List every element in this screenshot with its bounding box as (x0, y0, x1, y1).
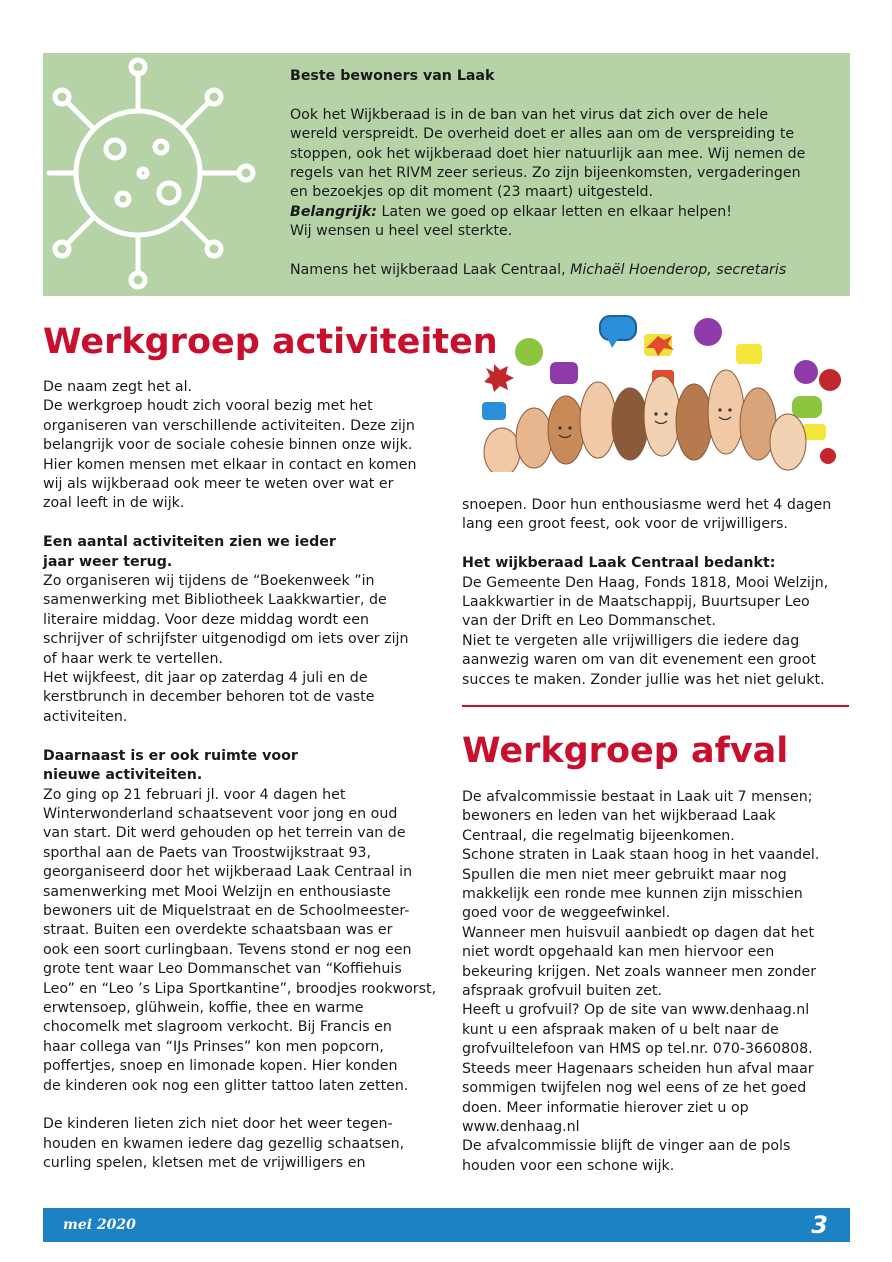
body-line: georganiseerd door het wijkberaad Laak Centraal in (43, 864, 413, 881)
body-line: www.denhaag.nl (462, 1118, 580, 1135)
body-line: niet wordt opgehaald kan men hiervoor een (462, 944, 775, 961)
body-line: van start. Dit werd gehouden op het terrein van de (43, 825, 406, 842)
body-line: zoal leeft in de wijk. (43, 495, 185, 512)
notice-line: en bezoekjes op dit moment (23 maart) uitgesteld. (290, 184, 654, 201)
body-line: De werkgroep houdt zich vooral bezig met het (43, 398, 373, 415)
body-line: van der Drift en Leo Dommanschet. (462, 613, 716, 630)
body-line: sporthal aan de Paets van Troostwijkstraat 93, (43, 844, 372, 861)
body-line: doen. Meer informatie hierover ziet u op (462, 1099, 749, 1116)
body-line: De Gemeente Den Haag, Fonds 1818, Mooi Welzijn, (462, 574, 829, 591)
body-line: organiseren van verschillende activiteiten. Deze zijn (43, 417, 415, 434)
body-line: houden en kwamen iedere dag gezellig schaatsen, (43, 1135, 405, 1152)
footer-date: mei 2020 (63, 1217, 136, 1233)
body-line: Heeft u grofvuil? Op de site van www.denhaag.nl (462, 1002, 810, 1019)
page-number: 3 (811, 1211, 828, 1239)
page-footer (43, 1208, 850, 1242)
body-line: wij als wijkberaad ook meer te weten over wat er (43, 476, 394, 493)
signature-name: Michaël Hoenderop, secretaris (570, 262, 787, 279)
section-title-afval: Werkgroep afval (462, 731, 789, 771)
notice-line: wereld verspreidt. De overheid doet er alles aan om de verspreiding te (290, 126, 795, 143)
body-line: De naam zegt het al. (43, 379, 193, 395)
body-line: of haar werk te vertellen. (43, 650, 223, 667)
body-line: belangrijk voor de sociale cohesie binnen onze wijk. (43, 437, 413, 454)
afval-column (462, 788, 862, 1176)
body-line: grote tent waar Leo Dommanschet van “Koffiehuis (43, 961, 402, 978)
body-line: samenwerking met Mooi Welzijn en enthousiaste (43, 883, 391, 900)
body-line: Zo ging op 21 februari jl. voor 4 dagen het (43, 786, 346, 803)
body-line: Hier komen mensen met elkaar in contact en komen (43, 456, 417, 473)
body-line: straat. Buiten een overdekte schaatsbaan was er (43, 922, 393, 939)
corona-notice-box (43, 53, 850, 296)
body-line: De afvalcommissie bestaat in Laak uit 7 mensen; (462, 789, 813, 805)
body-line: Winterwonderland schaatsevent voor jong en oud (43, 805, 398, 822)
body-line: goed voor de weggeefwinkel. (462, 905, 671, 922)
body-line: Spullen die men niet meer gebruikt maar nog (462, 866, 787, 883)
notice-signature: Namens het wijkberaad Laak Centraal, Michaël Hoenderop, secretaris (290, 262, 787, 279)
body-line: De kinderen lieten zich niet door het weer tegen- (43, 1116, 393, 1133)
body-line: Het wijkfeest, dit jaar op zaterdag 4 juli en de (43, 670, 368, 687)
section-divider (462, 705, 849, 707)
body-line: activiteiten. (43, 708, 128, 725)
raised-hands-image (462, 312, 850, 472)
body-line: Schone straten in Laak staan hoog in het vaandel. (462, 847, 820, 864)
activiteiten-column-right (462, 496, 862, 690)
subheading: nieuwe activiteiten. (43, 767, 203, 784)
body-line: poffertjes, snoep en limonade kopen. Hier konden (43, 1058, 398, 1075)
notice-important (290, 203, 835, 222)
body-line: houden voor een schone wijk. (462, 1157, 675, 1174)
body-line: Steeds meer Hagenaars scheiden hun afval maar (462, 1060, 814, 1077)
important-text: Laten we goed op elkaar letten en elkaar helpen! (376, 203, 732, 220)
body-line: De afvalcommissie blijft de vinger aan de pols (462, 1138, 791, 1155)
body-line: succes te maken. Zonder jullie was het niet gelukt. (462, 671, 825, 688)
subheading: Een aantal activiteiten zien we ieder (43, 534, 336, 551)
body-line: de kinderen ook nog een glitter tattoo laten zetten. (43, 1077, 409, 1094)
body-line: afspraak grofvuil buiten zet. (462, 983, 662, 1000)
body-line: Laakkwartier in de Maatschappij, Buurtsuper Leo (462, 594, 810, 611)
body-line: chocomelk met slagroom verkocht. Bij Francis en (43, 1019, 392, 1036)
body-line: aanwezig waren om van dit evenement een groot (462, 652, 816, 669)
body-line: grofvuiltelefoon van HMS op tel.nr. 070-3660808. (462, 1041, 813, 1058)
notice-line: stoppen, ook het wijkberaad doet hier natuurlijk aan mee. Wij nemen de (290, 145, 806, 162)
body-line: haar collega van “IJs Prinses” kon men popcorn, (43, 1038, 384, 1055)
important-label: Belangrijk: (290, 203, 377, 220)
virus-icon (43, 53, 273, 296)
body-line: snoepen. Door hun enthousiasme werd het 4 dagen (462, 497, 832, 513)
body-line: Wanneer men huisvuil aanbiedt op dagen dat het (462, 924, 815, 941)
body-line: Centraal, die regelmatig bijeenkomen. (462, 827, 735, 844)
body-line: bekeuring krijgen. Net zoals wanneer men zonder (462, 963, 817, 980)
notice-line: Ook het Wijkberaad is in de ban van het virus dat zich over de hele (290, 106, 769, 123)
body-line: kerstbrunch in december behoren tot de vaste (43, 689, 375, 706)
body-line: bewoners en leden van het wijkberaad Laak (462, 808, 776, 825)
notice-wish: Wij wensen u heel veel sterkte. (290, 223, 513, 240)
body-line: erwtensoep, glühwein, koffie, thee en warme (43, 999, 364, 1016)
subheading: jaar weer terug. (43, 553, 173, 570)
notice-heading: Beste bewoners van Laak (290, 68, 495, 84)
subheading: Daarnaast is er ook ruimte voor (43, 747, 298, 764)
body-line: makkelijk een ronde mee kunnen zijn misschien (462, 886, 803, 903)
section-title-activiteiten: Werkgroep activiteiten (43, 322, 498, 362)
body-line: Zo organiseren wij tijdens de “Boekenweek ”in (43, 573, 375, 590)
thanks-heading: Het wijkberaad Laak Centraal bedankt: (462, 555, 776, 572)
body-line: schrijver of schrijfster uitgenodigd om iets over zijn (43, 631, 409, 648)
notice-text (290, 67, 835, 280)
body-line: Leo” en “Leo ’s Lipa Sportkantine”, broodjes rookworst, (43, 980, 437, 997)
body-line: ook een soort curlingbaan. Tevens stond er nog een (43, 941, 412, 958)
body-line: Niet te vergeten alle vrijwilligers die iedere dag (462, 632, 800, 649)
body-line: kunt u een afspraak maken of u belt naar de (462, 1021, 779, 1038)
notice-line: regels van het RIVM zeer serieus. Zo zijn bijeenkomsten, vergaderingen (290, 165, 801, 182)
body-line: curling spelen, kletsen met de vrijwilligers en (43, 1155, 366, 1172)
activiteiten-column-left (43, 378, 443, 1174)
body-line: samenwerking met Bibliotheek Laakkwartier, de (43, 592, 387, 609)
body-line: lang een groot feest, ook voor de vrijwilligers. (462, 516, 788, 533)
body-line: sommigen twijfelen nog wel eens of ze het goed (462, 1080, 807, 1097)
body-line: literaire middag. Voor deze middag wordt een (43, 611, 369, 628)
body-line: bewoners uit de Miquelstraat en de Schoolmeester- (43, 902, 410, 919)
